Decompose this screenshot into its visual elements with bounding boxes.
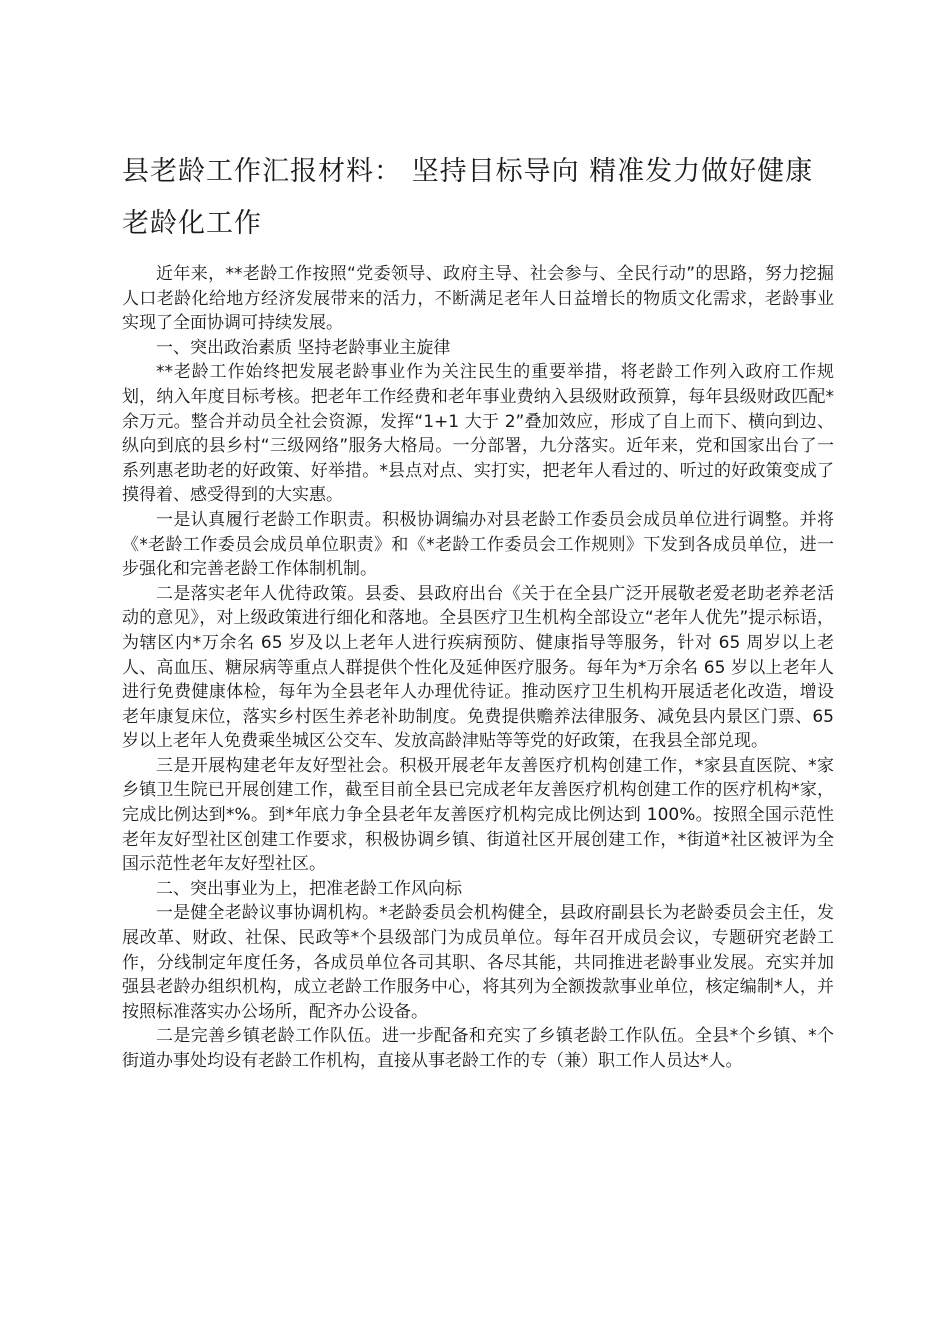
document-title: 县老龄工作汇报材料： 坚持目标导向 精准发力做好健康老龄化工作 xyxy=(122,156,814,239)
paragraph-section-1-item-3: 三是开展构建老年友好型社会。积极开展老年友善医疗机构创建工作，*家县直医院、*家乡镇卫生院已开展创建工作，截至目前全县已完成老年友善医疗机构创建工作的医疗机构*家，完成比例达到*%。到*年底力争全县老年友善医疗机构完成比例达到 100%。按照全国示范性老年友好型社区创建工作要求，积极协调乡镇、街道社区开展创建工作，*街道*社区被评为全国示范性老年友好型社区。 xyxy=(122,755,834,875)
paragraph-section-1-overview: **老龄工作始终把发展老龄事业作为关注民生的重要举措，将老龄工作列入政府工作规划，纳入年度目标考核。把老年工作经费和老年事业费纳入县级财政预算，每年县级财政匹配*余万元。整合并动员全社会资源，发挥“1+1 大于 2”叠加效应，形成了自上而下、横向到边、纵向到底的县乡村“三级网络”服务大格局。一分部署，九分落实。近年来，党和国家出台了一系列惠老助老的好政策、好举措。*县点对点、实打实，把老年人看过的、听过的好政策变成了摸得着、感受得到的大实惠。 xyxy=(122,362,834,506)
paragraph-section-2-item-2: 二是完善乡镇老龄工作队伍。进一步配备和充实了乡镇老龄工作队伍。全县*个乡镇、*个街道办事处均设有老龄工作机构，直接从事老龄工作的专（兼）职工作人员达*人。 xyxy=(122,1026,834,1071)
section-heading-1: 一、突出政治素质 坚持老龄事业主旋律 xyxy=(156,337,451,358)
paragraph-section-2-item-1: 一是健全老龄议事协调机构。*老龄委员会机构健全，县政府副县长为老龄委员会主任，发展改革、财政、社保、民政等*个县级部门为成员单位。每年召开成员会议，专题研究老龄工作，分线制定年度任务，各成员单位各司其职、各尽其能，共同推进老龄事业发展。充实并加强县老龄办组织机构，成立老龄工作服务中心，将其列为全额拨款事业单位，核定编制*人，并按照标准落实办公场所，配齐办公设备。 xyxy=(122,903,834,1022)
document-body xyxy=(122,262,834,1074)
section-heading-2: 二、突出事业为上，把准老龄工作风向标 xyxy=(156,878,462,899)
paragraph-section-1-item-2: 二是落实老年人优待政策。县委、县政府出台《关于在全县广泛开展敬老爱老助老养老活动的意见》，对上级政策进行细化和落地。全县医疗卫生机构全部设立“老年人优先”提示标语，为辖区内*万余名 65 岁及以上老年人进行疾病预防、健康指导等服务，针对 65 周岁以上老人、高血压、糖尿病等重点人群提供个性化及延伸医疗服务。每年为*万余名 65 岁以上老年人进行免费健康体检，每年为全县老年人办理优待证。推动医疗卫生机构开展适老化改造，增设老年康复床位，落实乡村医生养老补助制度。免费提供赡养法律服务、减免县内景区门票、65 岁以上老年人免费乘坐城区公交车、发放高龄津贴等等党的好政策，在我县全部兑现。 xyxy=(122,583,834,752)
paragraph-section-1-item-1: 一是认真履行老龄工作职责。积极协调编办对县老龄工作委员会成员单位进行调整。并将《*老龄工作委员会成员单位职责》和《*老龄工作委员会工作规则》下发到各成员单位，进一步强化和完善老龄工作体制机制。 xyxy=(122,509,834,580)
paragraph-intro: 近年来，**老龄工作按照“党委领导、政府主导、社会参与、全民行动”的思路，努力挖掘人口老龄化给地方经济发展带来的活力，不断满足老年人日益增长的物质文化需求，老龄事业实现了全面协调可持续发展。 xyxy=(122,264,834,334)
